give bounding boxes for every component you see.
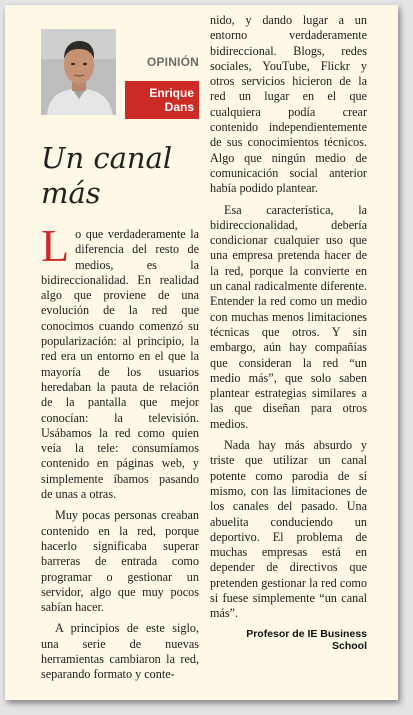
paragraph-3: A principios de este siglo, una serie de nuevas herramientas cambiaron la red, separando formato y conte-: [41, 621, 199, 682]
paragraph-1: [41, 220, 199, 502]
paragraph-1-text: o que verdaderamente la diferencia del resto de medios, es la bidireccionalidad. En realidad algo que proviene de una evolución de la red que conocimos cuando comenzó su popularización: al principio, la red era un entorno en el que la mayoría de los usuarios heredaban la pauta de relación de la pantalla que mejor conocían: la televisión. Usábamos la red como quien veía la tele: consumíamos contenido en páginas web, y simplemente íbamos pasando de unas a otras.: [41, 227, 199, 502]
paragraph-5: Esa característica, la bidireccionalidad, debería condicionar cualquier uso que una empresa pretenda hacer de la red, porque la convierte en un canal radicalmente diferente. Entender la red como un medio con muchas menos limitaciones técnicas que otros. Y sin embargo, aún hay compañías que consideran la red “un medio más”, que solo saben plantear estrategias similares a las que diseñan para otros medios.: [210, 202, 367, 431]
column-header: [41, 19, 199, 117]
newspaper-clipping: [5, 5, 398, 700]
author-name-box: [125, 81, 199, 119]
headline-line-1: Un canal: [41, 141, 173, 175]
paragraph-4: nido, y dando lugar a un entorno verdaderamente bidireccional. Blogs, redes sociales, YouTube, Flickr y otros servicios hicieron de la red un lugar en el que cualquiera podía crear contenido independientemente de sus conocimientos técnicos. Algo que ningún medio de comunicación social anterior había podido plantear.: [210, 13, 367, 196]
paragraph-6: Nada hay más absurdo y triste que utilizar un canal potente como parodia de sí mismo, con las limitaciones de los canales del pasado. Una abuelita conduciendo un deportivo. El problema de muchas empresas está en depender de directivos que pretenden gestionar la red como si fuese simplemente “un canal más”.: [210, 438, 367, 621]
right-column: [210, 13, 367, 652]
author-last-name: Dans: [164, 100, 194, 114]
left-body: [41, 220, 199, 683]
author-signature: Profesor de IE Business School: [246, 627, 367, 652]
paragraph-2: Muy pocas personas creaban contenido en la red, porque hacerlo significaba superar barreras de entrada como programar o gestionar un servidor, algo que muy pocos sabían hacer.: [41, 508, 199, 615]
article-headline: [41, 141, 199, 211]
author-first-name: Enrique: [149, 86, 194, 100]
drop-cap: L: [41, 220, 70, 271]
section-label: OPINIÓN: [146, 55, 199, 69]
headline-line-2: más: [41, 176, 101, 210]
left-column: [41, 19, 199, 683]
author-photo: [41, 29, 116, 115]
author-portrait-icon: [41, 29, 116, 115]
